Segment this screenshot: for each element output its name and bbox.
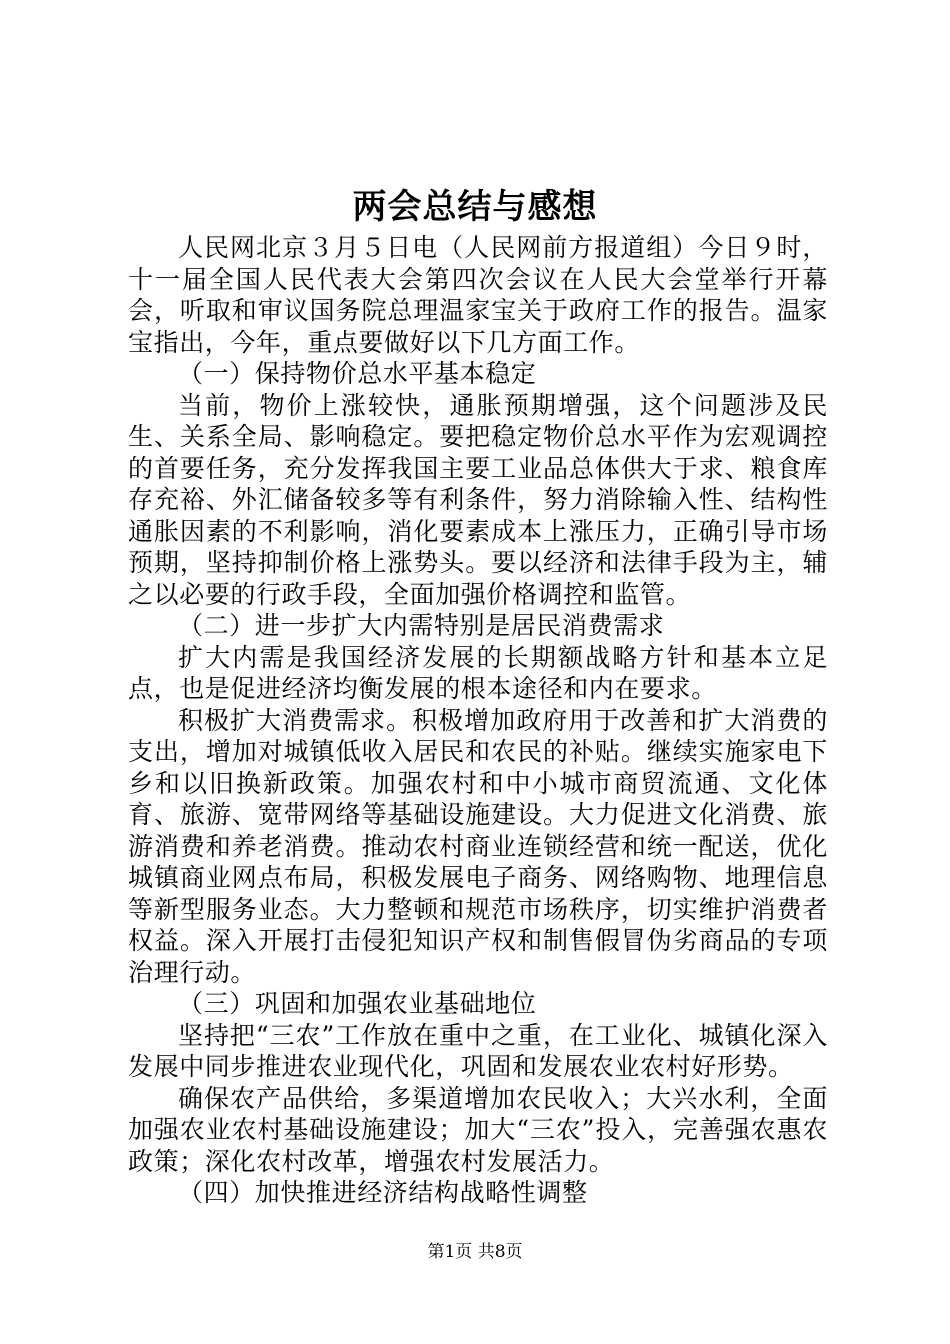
document-title: 两会总结与感想 [352,187,598,227]
paragraph-consumption: 积极扩大消费需求。积极增加政府用于改善和扩大消费的支出，增加对城镇低收入居民和农民的补贴。继续实施家电下乡和以旧换新政策。加强农村和中小城市商贸流通、文化体育、旅游、宽带网络等基础设施建设。大力促进文化消费、旅游消费和养老消费。推动农村商业连锁经营和统一配送，优化城镇商业网点布局，积极发展电子商务、网络购物、地理信息等新型服务业态。大力整顿和规范市场秩序，切实维护消费者权益。深入开展打击侵犯知识产权和制售假冒伪劣商品的专项治理行动。 [128,705,828,987]
page-footer: 第1页 共8页 [427,1242,523,1262]
paragraph-intro: 人民网北京３月５日电（人民网前方报道组）今日９时，十一届全国人民代表大会第四次会议在人民大会堂举行开幕会，听取和审议国务院总理温家宝关于政府工作的报告。温家宝指出，今年，重点要做好以下几方面工作。 [128,233,828,357]
section-heading-2: （二）进一步扩大内需特别是居民消费需求 [178,611,665,640]
paragraph-domestic-demand: 扩大内需是我国经济发展的长期额战略方针和基本立足点，也是促进经济均衡发展的根本途径和内在要求。 [128,642,828,703]
section-heading-4: （四）加快推进经济结构战略性调整 [178,1178,588,1207]
section-heading-1: （一）保持物价总水平基本稳定 [178,359,537,388]
paragraph-agriculture: 坚持把“三农”工作放在重中之重，在工业化、城镇化深入发展中同步推进农业现代化，巩固和发展农业农村好形势。 [128,1020,828,1081]
document-body [128,232,828,1209]
paragraph-price-stability: 当前，物价上涨较快，通胀预期增强，这个问题涉及民生、关系全局、影响稳定。要把稳定物价总水平作为宏观调控的首要任务，充分发挥我国主要工业品总体供大于求、粮食库存充裕、外汇储备较多等有利条件，努力消除输入性、结构性通胀因素的不利影响，消化要素成本上涨压力，正确引导市场预期，坚持抑制价格上涨势头。要以经济和法律手段为主，辅之以必要的行政手段，全面加强价格调控和监管。 [128,390,828,609]
section-heading-3: （三）巩固和加强农业基础地位 [178,989,537,1018]
paragraph-farm-supply: 确保农产品供给，多渠道增加农民收入；大兴水利，全面加强农业农村基础设施建设；加大“三农”投入，完善强农惠农政策；深化农村改革，增强农村发展活力。 [128,1083,828,1176]
